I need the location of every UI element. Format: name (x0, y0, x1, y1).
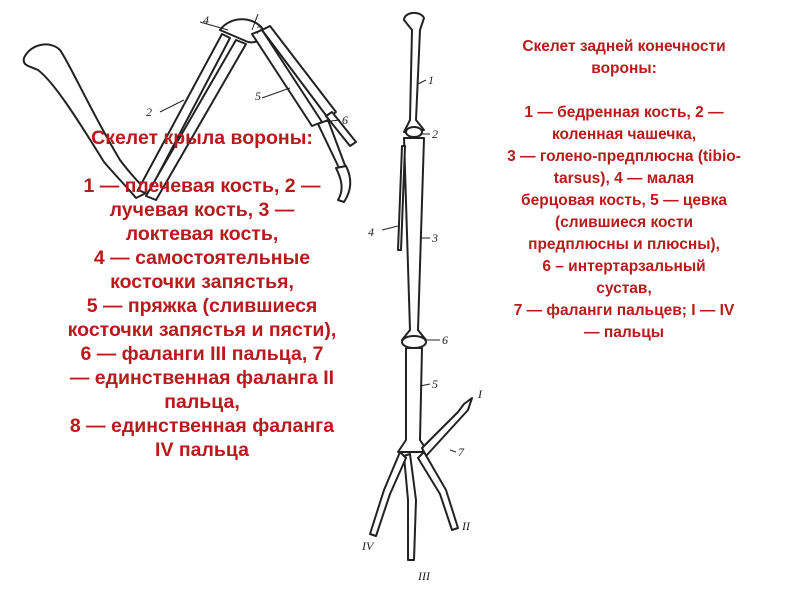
wing-label-4: 4 (203, 13, 209, 27)
femur-bone (404, 13, 424, 132)
toe-I (422, 398, 472, 456)
leg-caption-line: tarsus), 4 — малая (553, 170, 695, 187)
leg-caption-title-line: Скелет задней конечности (522, 38, 726, 55)
toe-IV (370, 452, 406, 536)
leg-label-4: 4 (368, 225, 374, 239)
leg-caption-line: 1 — бедренная кость, 2 — (524, 104, 724, 121)
leg-caption (452, 36, 796, 344)
wing-caption-line: косточки запястья, (110, 271, 294, 293)
leg-label-toe-I: I (478, 387, 482, 401)
wing-label-7: 7 (256, 23, 262, 37)
leg-label-2: 2 (432, 127, 438, 141)
wing-label-6: 6 (342, 113, 348, 127)
wing-caption-line: — единственная фаланга II (69, 367, 335, 389)
leg-caption-line: коленная чашечка, (551, 126, 697, 143)
wing-label-5: 5 (255, 89, 261, 103)
fibula-bone (398, 146, 405, 250)
leg-caption-line: 6 – интертарзальный (542, 258, 706, 275)
wing-caption-line: 1 — плечевая кость, 2 — (83, 175, 321, 197)
tarsometatarsus-bone (398, 348, 428, 452)
wing-caption-line: 5 — пряжка (слившиеся (86, 295, 318, 317)
leg-label-6: 6 (442, 333, 448, 347)
leg-label-toe-III: III (418, 569, 430, 583)
wing-caption-line: IV пальца (155, 439, 249, 461)
leg-caption-line: 3 — голено-предплюсна (tibio- (507, 148, 741, 165)
leg-label-toe-IV: IV (362, 539, 374, 553)
wing-caption-title: Скелет крыла вороны: (91, 127, 313, 149)
leg-label-7: 7 (458, 445, 464, 459)
leg-label-1: 1 (428, 73, 434, 87)
wing-caption-line: лучевая кость, 3 — (109, 199, 295, 221)
leg-caption-line: предплюсны и плюсны), (528, 236, 720, 253)
wing-caption-line: 6 — фаланги III пальца, 7 (80, 343, 324, 365)
wing-caption-line: пальца, (164, 391, 240, 413)
toe-III (404, 454, 416, 560)
leg-caption-title-line: вороны: (591, 60, 657, 77)
wing-caption-line: косточки запястья и пясти), (67, 319, 337, 341)
patella-bone (406, 127, 422, 137)
wing-caption (12, 126, 392, 462)
leg-caption-line: сустав, (596, 280, 652, 297)
wing-caption-line: 4 — самостоятельные (93, 247, 311, 269)
wing-caption-line: 8 — единственная фаланга (69, 415, 335, 437)
leg-caption-title (452, 36, 796, 80)
leg-label-toe-II: II (462, 519, 470, 533)
wing-caption-line: локтевая кость, (125, 223, 279, 245)
leg-label-3: 3 (432, 231, 438, 245)
intertarsal-joint (402, 336, 426, 348)
leg-caption-line: — пальцы (584, 324, 664, 341)
tibiotarsus-bone (402, 138, 426, 340)
wing-label-2: 2 (146, 105, 152, 119)
leg-caption-line: 7 — фаланги пальцев; I — IV (513, 302, 735, 319)
leg-caption-line: (слившиеся кости (554, 214, 694, 231)
leg-label-5: 5 (432, 377, 438, 391)
toe-II (418, 452, 458, 530)
leg-caption-line: берцовая кость, 5 — цевка (521, 192, 727, 209)
